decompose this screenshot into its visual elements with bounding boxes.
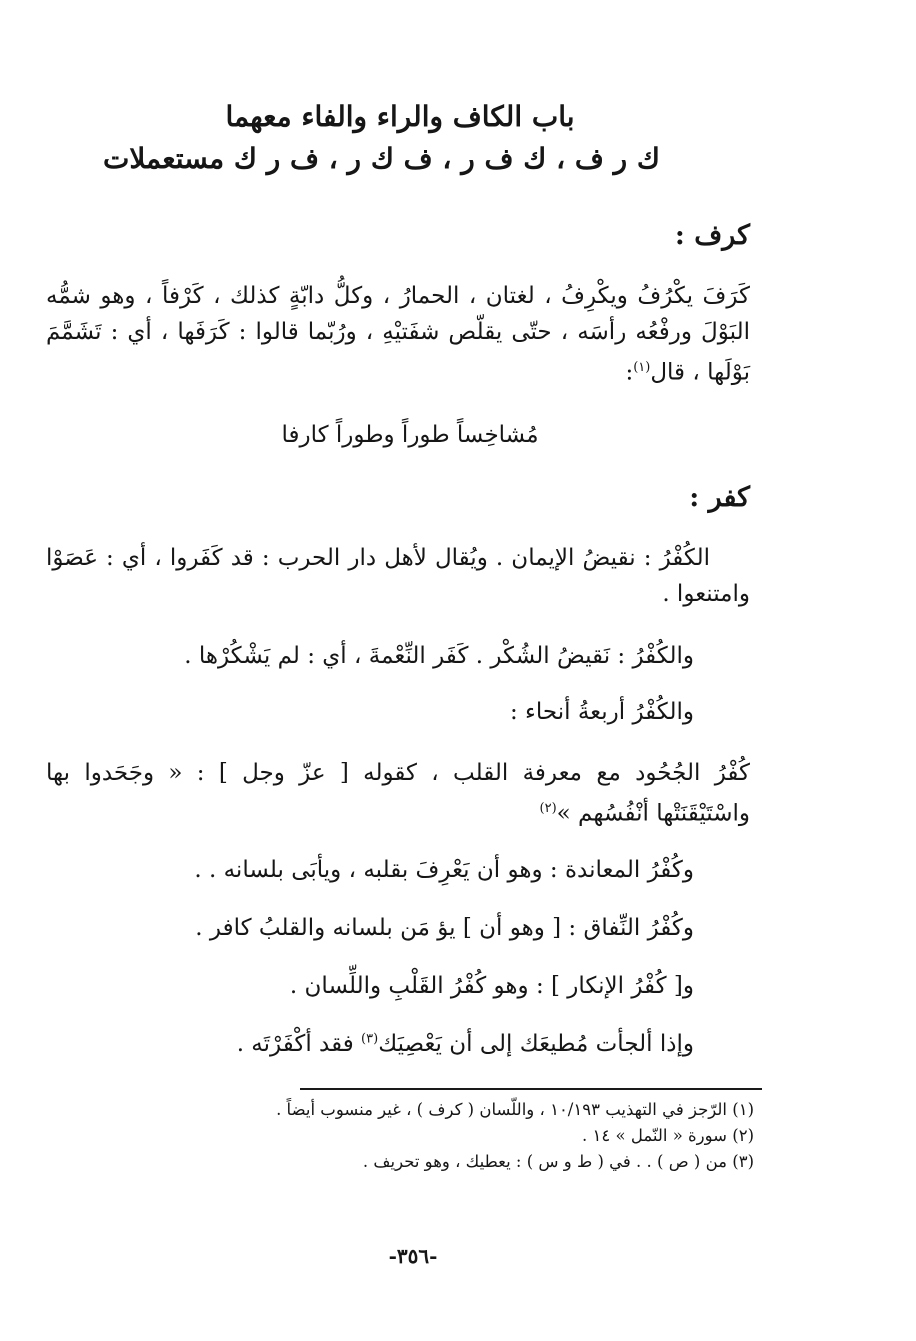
entry-title-kufr: كفر : xyxy=(689,482,750,513)
entry-karf-colon: : xyxy=(625,359,634,386)
footnotes xyxy=(194,1097,754,1175)
entry-kufr-paragraph-2: والكُفْرُ : نَقيضُ الشُكْر . كَفَر النِّعْمةَ ، أي : لم يَشْكُرْها . xyxy=(184,643,694,669)
footnote-3: (٣) من ( ص ) . . في ( ط و س ) : يعطيك ، وهو تحريف . xyxy=(362,1152,754,1171)
chapter-title: باب الكاف والراء والفاء معهما xyxy=(225,100,575,133)
entry-kufr-paragraph-6: وكُفْرُ النِّفاق : [ وهو أن ] يؤ مَن بلسانه والقلبُ كافر . xyxy=(195,915,694,941)
entry-kufr-paragraph-7: و[ كُفْرُ الإنكار ] : وهو كُفْرُ القَلْبِ واللِّسان . xyxy=(289,973,694,999)
footnote-ref-1: (١) xyxy=(633,360,651,375)
entry-karf-body: كَرَفَ يكْرُفُ ويكْرِفُ ، لغتان ، الحمارُ ، وكلُّ دابّةٍ كذلك ، كَرْفاً ، وهو شمُّه البَوْلَ ورفْعُه رأسَه ، حتّى يقلّص شفَتيْهِ ، ورُبّما قالوا : كَرَفَها ، أي : تَشَمَّمَ بَوْلَها ، قال xyxy=(46,283,750,386)
footnote-2: (٢) سورة « النّمل » ١٤ . xyxy=(582,1126,754,1145)
entry-kufr-paragraph-8 xyxy=(237,1031,694,1057)
entry-kufr-paragraph-4 xyxy=(46,755,750,832)
kufr-last-end: فقد أكْفَرْتَه . xyxy=(236,1031,354,1057)
entry-kufr-paragraph-5: وكُفْرُ المعاندة : وهو أن يَعْرِفَ بقلبه ، ويأبَى بلسانه . . xyxy=(194,857,694,883)
chapter-heading xyxy=(102,96,660,180)
page-number: -٣٥٦- xyxy=(388,1244,438,1268)
entry-kufr-paragraph-3: والكُفْرُ أربعةُ أنحاء : xyxy=(510,699,694,725)
kufr-juhud-text: كُفْرُ الجُحُود مع معرفة القلب ، كقوله [ عزّ وجل ] : « وجَحَدوا بها واسْتَيْقَنَتْها أنْفُسُهم » xyxy=(46,760,750,827)
entry-kufr-paragraph-1: الكُفْرُ : نقيضُ الإيمان . ويُقال لأهل دار الحرب : قد كَفَروا ، أي : عَصَوْا وامتنعوا . xyxy=(46,545,750,607)
verse-line: مُشاخِساً طوراً وطوراً كارفا xyxy=(281,422,539,448)
chapter-subtitle: ك ر ف ، ك ف ر ، ف ك ر ، ف ر ك مستعملات xyxy=(102,142,660,175)
footnote-divider xyxy=(300,1088,762,1090)
footnote-ref-2: (٢) xyxy=(539,801,557,816)
kufr-last-text: وإذا ألجأت مُطيعَك إلى أن يَعْصِيَك xyxy=(378,1031,694,1057)
footnote-1: (١) الرّجز في التهذيب ١٠/١٩٣ ، واللّسان ( كرف ) ، غير منسوب أيضاً . xyxy=(276,1100,754,1119)
entry-karf-text xyxy=(46,278,750,391)
entry-title-karf: كرف : xyxy=(674,220,750,251)
footnote-ref-3: (٣) xyxy=(361,1031,379,1047)
